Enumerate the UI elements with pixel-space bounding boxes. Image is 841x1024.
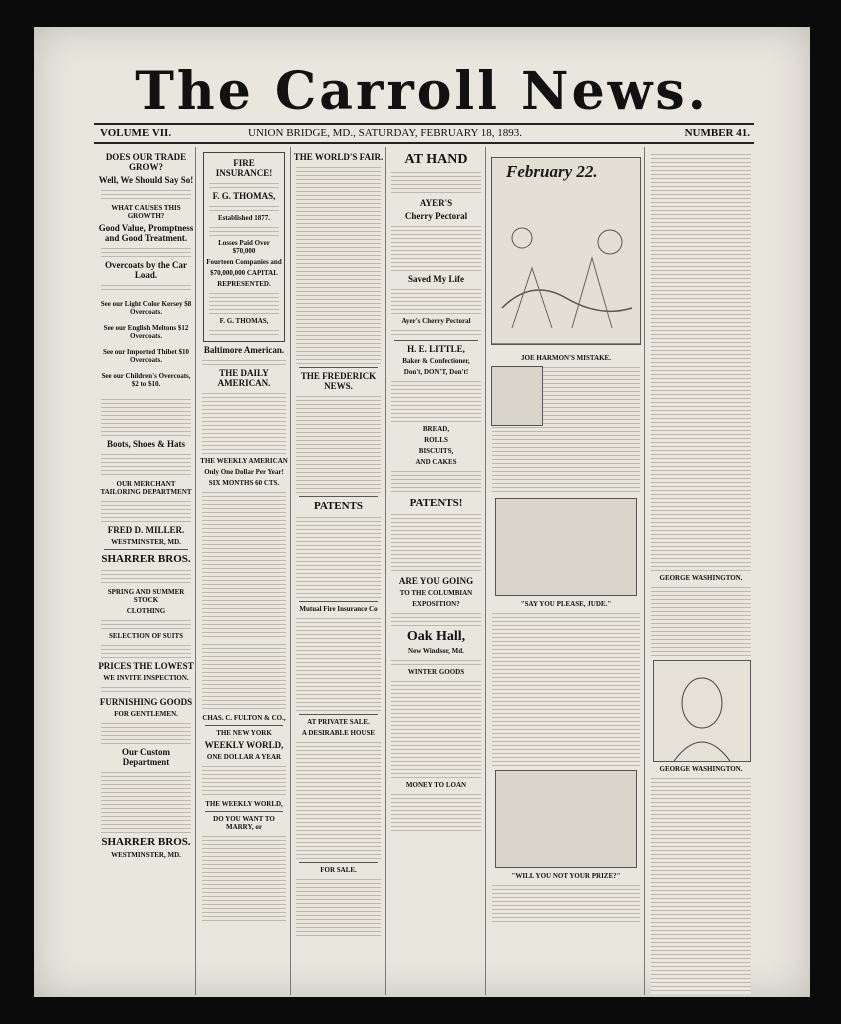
body-text xyxy=(391,791,481,831)
ad-headline: REPRESENTED. xyxy=(217,280,271,288)
divider xyxy=(394,340,478,341)
ad-headline: THE WEEKLY WORLD, xyxy=(205,800,283,808)
ad-headline: ARE YOU GOING xyxy=(398,576,474,586)
column-3-articles xyxy=(293,149,384,994)
ad-headline: Ayer's Cherry Pectoral xyxy=(401,317,471,325)
ad-item: See our Children's Overcoats, $2 to $10. xyxy=(101,372,191,388)
body-text xyxy=(391,511,481,573)
divider xyxy=(205,725,283,726)
ad-headline: Well, We Should Say So! xyxy=(98,175,194,185)
body-text xyxy=(101,187,191,201)
ad-headline: Fourteen Companies and xyxy=(206,258,282,266)
body-text xyxy=(391,610,481,626)
issue-number: NUMBER 41. xyxy=(684,127,750,139)
body-text xyxy=(391,378,481,422)
ad-headline: FURNISHING GOODS xyxy=(99,697,193,707)
divider xyxy=(299,862,378,863)
body-text xyxy=(101,451,191,477)
ad-headline: $70,000,000 CAPITAL xyxy=(210,269,278,277)
newspaper-page xyxy=(34,27,810,997)
article-headline: THE FREDERICK NEWS. xyxy=(300,371,377,391)
masthead-title: The Carroll News. xyxy=(135,61,709,122)
body-text xyxy=(296,164,381,364)
ad-headline: THE NEW YORK xyxy=(216,729,272,737)
body-text xyxy=(202,390,286,454)
column-1-advertisements xyxy=(98,149,194,994)
ad-headline: WE INVITE INSPECTION. xyxy=(103,674,189,682)
ad-headline: WEEKLY WORLD, xyxy=(204,740,284,750)
article-headline: AT PRIVATE SALE. xyxy=(307,718,370,726)
body-text xyxy=(391,657,481,665)
signature: FRED D. MILLER. xyxy=(107,525,185,535)
body-text xyxy=(391,327,481,337)
body-text xyxy=(101,396,191,436)
body-text xyxy=(391,169,481,195)
article-headline: Mutual Fire Insurance Co xyxy=(299,605,378,613)
divider xyxy=(299,714,378,715)
ad-headline: DOES OUR TRADE GROW? xyxy=(105,152,187,172)
body-text xyxy=(202,833,286,923)
body-text xyxy=(101,642,191,658)
body-text xyxy=(101,720,191,744)
body-text xyxy=(209,224,279,236)
column-divider xyxy=(290,147,291,995)
body-text xyxy=(101,567,191,585)
divider xyxy=(205,811,283,812)
column-5-story xyxy=(489,149,643,994)
article-headline: GEORGE WASHINGTON. xyxy=(659,574,743,582)
portrait-caption: GEORGE WASHINGTON. xyxy=(659,765,743,773)
illustration-caption: "SAY YOU PLEASE, JUDE." xyxy=(520,600,612,608)
ad-headline: Losses Paid Over $70,000 xyxy=(218,239,270,255)
masthead-rule-top xyxy=(94,123,754,125)
body-text xyxy=(492,882,640,922)
body-text xyxy=(391,286,481,314)
body-text xyxy=(209,327,279,337)
body-text xyxy=(296,739,381,859)
portrait-drawing xyxy=(654,661,750,761)
body-text xyxy=(101,498,191,522)
ad-headline: Saved My Life xyxy=(408,274,464,284)
story-illustration xyxy=(495,498,637,596)
body-text xyxy=(202,357,286,365)
body-text xyxy=(101,245,191,257)
ad-headline: MONEY TO LOAN xyxy=(405,781,467,789)
ad-headline: Overcoats by the Car Load. xyxy=(104,260,188,280)
illustration-caption: "WILL YOU NOT YOUR PRIZE?" xyxy=(511,872,621,880)
ad-headline: THE DAILY AMERICAN. xyxy=(217,368,271,388)
column-divider xyxy=(644,147,645,995)
column-4-advertisements xyxy=(388,149,484,994)
article-headline: THE WORLD'S FAIR. xyxy=(293,152,384,162)
ad-item: See our Imported Thibet $10 Overcoats. xyxy=(102,348,190,364)
figure-portrait xyxy=(491,366,543,426)
place-date: UNION BRIDGE, MD., SATURDAY, FEBRUARY 18, 1893. xyxy=(248,127,523,139)
story-headline: JOE HARMON'S MISTAKE. xyxy=(521,354,611,362)
divider xyxy=(299,496,378,497)
ad-headline: EXPOSITION? xyxy=(412,600,460,608)
column-divider xyxy=(195,147,196,995)
ad-headline: Oak Hall, xyxy=(406,629,466,644)
ad-headline: F. G. THOMAS, xyxy=(219,317,269,325)
story-illustration xyxy=(495,770,637,868)
ad-headline: PRICES THE LOWEST xyxy=(98,661,194,671)
ad-headline: PATENTS! xyxy=(409,497,463,509)
ad-headline: Our Custom Department xyxy=(121,747,171,767)
body-text xyxy=(209,203,279,211)
body-text xyxy=(651,775,751,994)
ad-headline: Established 1877. xyxy=(217,214,271,222)
body-text xyxy=(101,617,191,629)
ad-headline: SELECTION OF SUITS xyxy=(108,632,184,640)
body-text xyxy=(296,514,381,598)
article-headline: A DESIRABLE HOUSE xyxy=(301,729,376,737)
column-divider xyxy=(485,147,486,995)
body-text xyxy=(651,151,751,571)
ad-headline: New Windsor, Md. xyxy=(408,647,464,655)
body-text xyxy=(651,584,751,658)
body-text xyxy=(202,763,286,797)
february-22-illustration xyxy=(491,157,641,345)
body-text xyxy=(296,393,381,493)
ad-headline: WINTER GOODS xyxy=(407,668,465,676)
ad-headline: Only One Dollar Per Year! xyxy=(204,468,284,476)
george-washington-portrait xyxy=(653,660,751,762)
masthead-rule-bottom xyxy=(94,142,754,144)
divider xyxy=(299,367,378,368)
ad-headline: FOR GENTLEMEN. xyxy=(114,710,178,718)
ad-headline: DO YOU WANT TO MARRY, or xyxy=(213,815,275,831)
ad-headline: Baker & Confectioner, xyxy=(402,357,470,365)
body-text xyxy=(296,615,381,711)
ad-headline: Don't, DON'T, Don't! xyxy=(403,368,469,376)
body-text xyxy=(391,678,481,778)
body-text xyxy=(296,876,381,936)
column-2-advertisements xyxy=(199,149,289,994)
divider xyxy=(299,601,378,602)
divider xyxy=(104,549,188,550)
ad-headline: BISCUITS, xyxy=(418,447,454,455)
body-text xyxy=(101,684,191,694)
ad-headline: AND CAKES xyxy=(415,458,457,466)
body-text xyxy=(391,468,481,494)
column-divider xyxy=(385,147,386,995)
price-table xyxy=(202,641,286,711)
ad-headline: F. G. THOMAS, xyxy=(212,191,276,201)
ad-headline: Boots, Shoes & Hats xyxy=(106,439,185,449)
ad-headline: SHARRER BROS. xyxy=(101,836,191,848)
ad-headline: OUR MERCHANT TAILORING DEPARTMENT xyxy=(100,480,192,496)
ad-headline: Good Value, Promptness and Good Treatment. xyxy=(98,223,194,243)
ad-headline: CHAS. C. FULTON & CO., xyxy=(202,714,286,722)
ad-headline: TO THE COLUMBIAN xyxy=(399,589,473,597)
ad-headline: AYER'S xyxy=(419,198,453,208)
ad-headline: FIRE INSURANCE! xyxy=(215,158,273,178)
article-headline: FOR SALE. xyxy=(320,866,357,874)
ad-headline: SHARRER BROS. xyxy=(101,553,191,565)
illustration-drawing xyxy=(492,158,640,344)
ad-headline: Baltimore American. xyxy=(203,345,285,355)
column-6-article xyxy=(648,149,754,994)
volume-label: VOLUME VII. xyxy=(100,127,172,139)
ad-headline: WESTMINSTER, MD. xyxy=(111,851,181,859)
february-banner: February 22. xyxy=(506,162,598,181)
ad-headline: THE WEEKLY AMERICAN xyxy=(200,457,288,465)
body-text xyxy=(209,180,279,188)
article-headline: PATENTS xyxy=(313,500,364,512)
ad-item: See our English Meltons $12 Overcoats. xyxy=(103,324,189,340)
ad-headline: BREAD, xyxy=(422,425,450,433)
ad-item: See our Light Color Kersey $8 Overcoats. xyxy=(100,300,192,316)
ad-headline: H. E. LITTLE, xyxy=(407,344,465,354)
ad-headline: SPRING AND SUMMER STOCK xyxy=(107,588,185,604)
body-text xyxy=(209,290,279,314)
ad-headline: ROLLS xyxy=(424,436,448,444)
ad-headline: ONE DOLLAR A YEAR xyxy=(206,753,282,761)
ad-headline: AT HAND xyxy=(404,152,468,167)
body-text xyxy=(492,610,640,766)
body-text xyxy=(101,769,191,833)
ad-headline: Cherry Pectoral xyxy=(404,211,468,221)
body-text xyxy=(101,282,191,292)
signature-place: WESTMINSTER, MD. xyxy=(111,538,181,546)
ad-headline: CLOTHING xyxy=(126,607,166,615)
ad-headline: WHAT CAUSES THIS GROWTH? xyxy=(111,204,181,220)
body-text xyxy=(202,489,286,639)
ad-headline: SIX MONTHS 60 CTS. xyxy=(208,479,280,487)
body-text xyxy=(391,223,481,271)
